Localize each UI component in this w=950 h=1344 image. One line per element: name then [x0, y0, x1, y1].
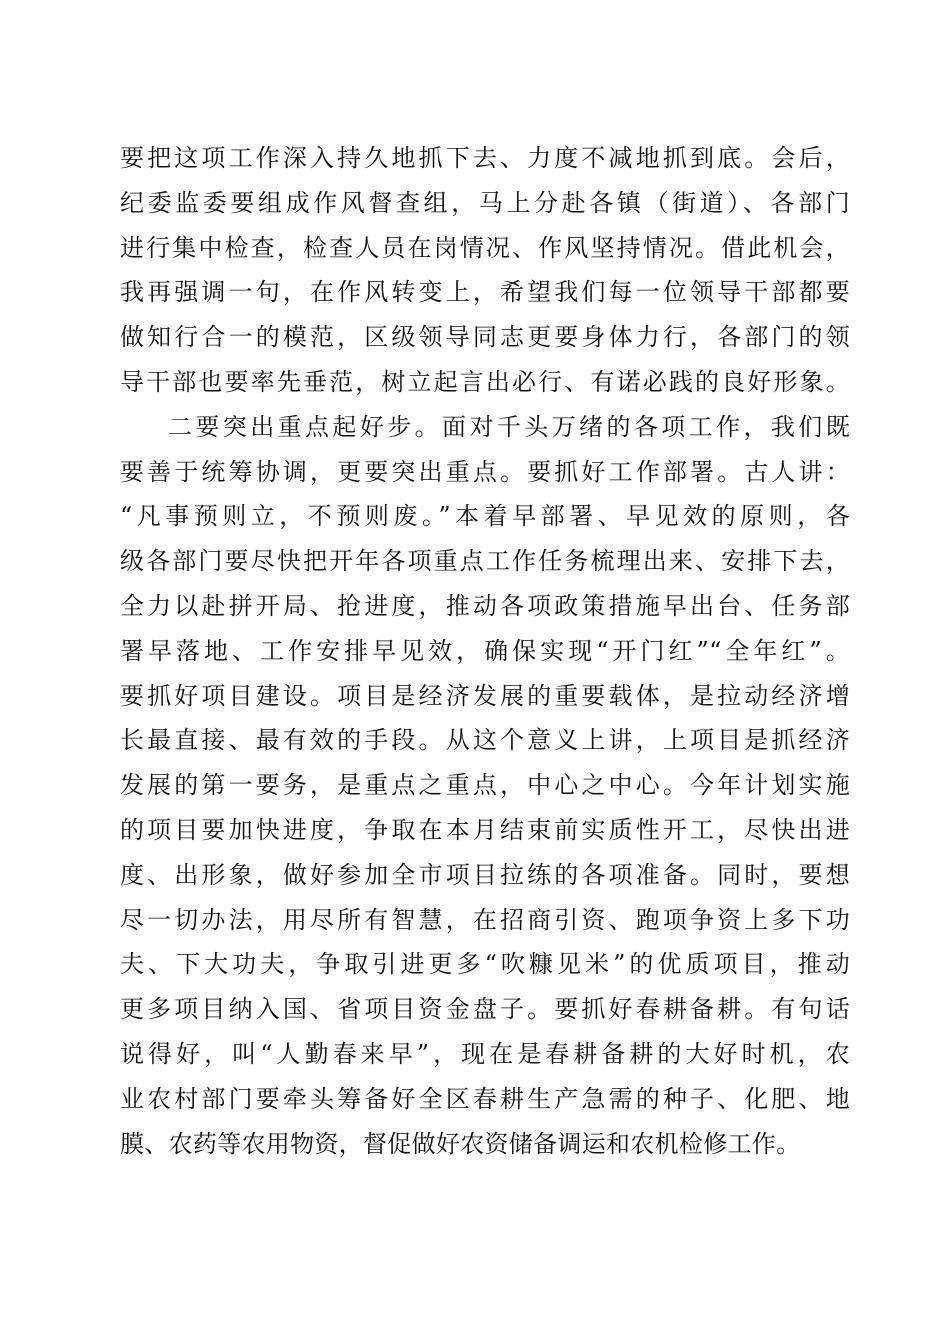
- text-line: 度、出形象，做好参加全市项目拉练的各项准备。同时，要想: [120, 860, 850, 889]
- text-line: 更多项目纳入国、省项目资金盘子。要抓好春耕备耕。有句话: [120, 995, 850, 1024]
- text-line: 导干部也要率先垂范，树立起言出必行、有诺必践的良好形象。: [120, 367, 850, 396]
- text-line: 级各部门要尽快把开年各项重点工作任务梳理出来、安排下去，: [120, 547, 850, 576]
- text-line: 署早落地、工作安排早见效，确保实现“开门红”“全年红”。: [120, 636, 850, 665]
- text-line: “凡事预则立，不预则废。”本着早部署、早见效的原则，各: [120, 502, 850, 531]
- text-line: 纪委监委要组成作风督查组，马上分赴各镇（街道）、各部门: [120, 188, 850, 217]
- text-line: 膜、农药等农用物资，督促做好农资储备调运和农机检修工作。: [120, 1129, 801, 1158]
- text-line: 的项目要加快进度，争取在本月结束前实质性开工，尽快出进: [120, 815, 850, 844]
- text-line: 要抓好项目建设。项目是经济发展的重要载体，是拉动经济增: [120, 681, 850, 710]
- text-line: 进行集中检查，检查人员在岗情况、作风坚持情况。借此机会，: [120, 233, 850, 262]
- text-line: 我再强调一句，在作风转变上，希望我们每一位领导干部都要: [120, 278, 850, 307]
- text-line: 全力以赴拼开局、抢进度，推动各项政策措施早出台、任务部: [120, 591, 850, 620]
- body-text: [120, 136, 850, 1166]
- text-line: 长最直接、最有效的手段。从这个意义上讲，上项目是抓经济: [120, 726, 850, 755]
- text-line: 业农村部门要牵头筹备好全区春耕生产急需的种子、化肥、地: [120, 1084, 850, 1113]
- text-line: 做知行合一的模范，区级领导同志更要身体力行，各部门的领: [120, 323, 850, 352]
- text-line: 尽一切办法，用尽所有智慧，在招商引资、跑项争资上多下功: [120, 905, 850, 934]
- text-line: 要把这项工作深入持久地抓下去、力度不减地抓到底。会后，: [120, 144, 850, 172]
- text-line: 夫、下大功夫，争取引进更多“吹糠见米”的优质项目，推动: [120, 950, 850, 979]
- paragraph-start-line: 二要突出重点起好步。面对千头万绪的各项工作，我们既: [168, 412, 850, 441]
- text-line: 发展的第一要务，是重点之重点，中心之中心。今年计划实施: [120, 771, 850, 800]
- text-line: 要善于统筹协调，更要突出重点。要抓好工作部署。古人讲：: [120, 457, 850, 486]
- text-line: 说得好，叫“人勤春来早”，现在是春耕备耕的大好时机，农: [120, 1039, 850, 1068]
